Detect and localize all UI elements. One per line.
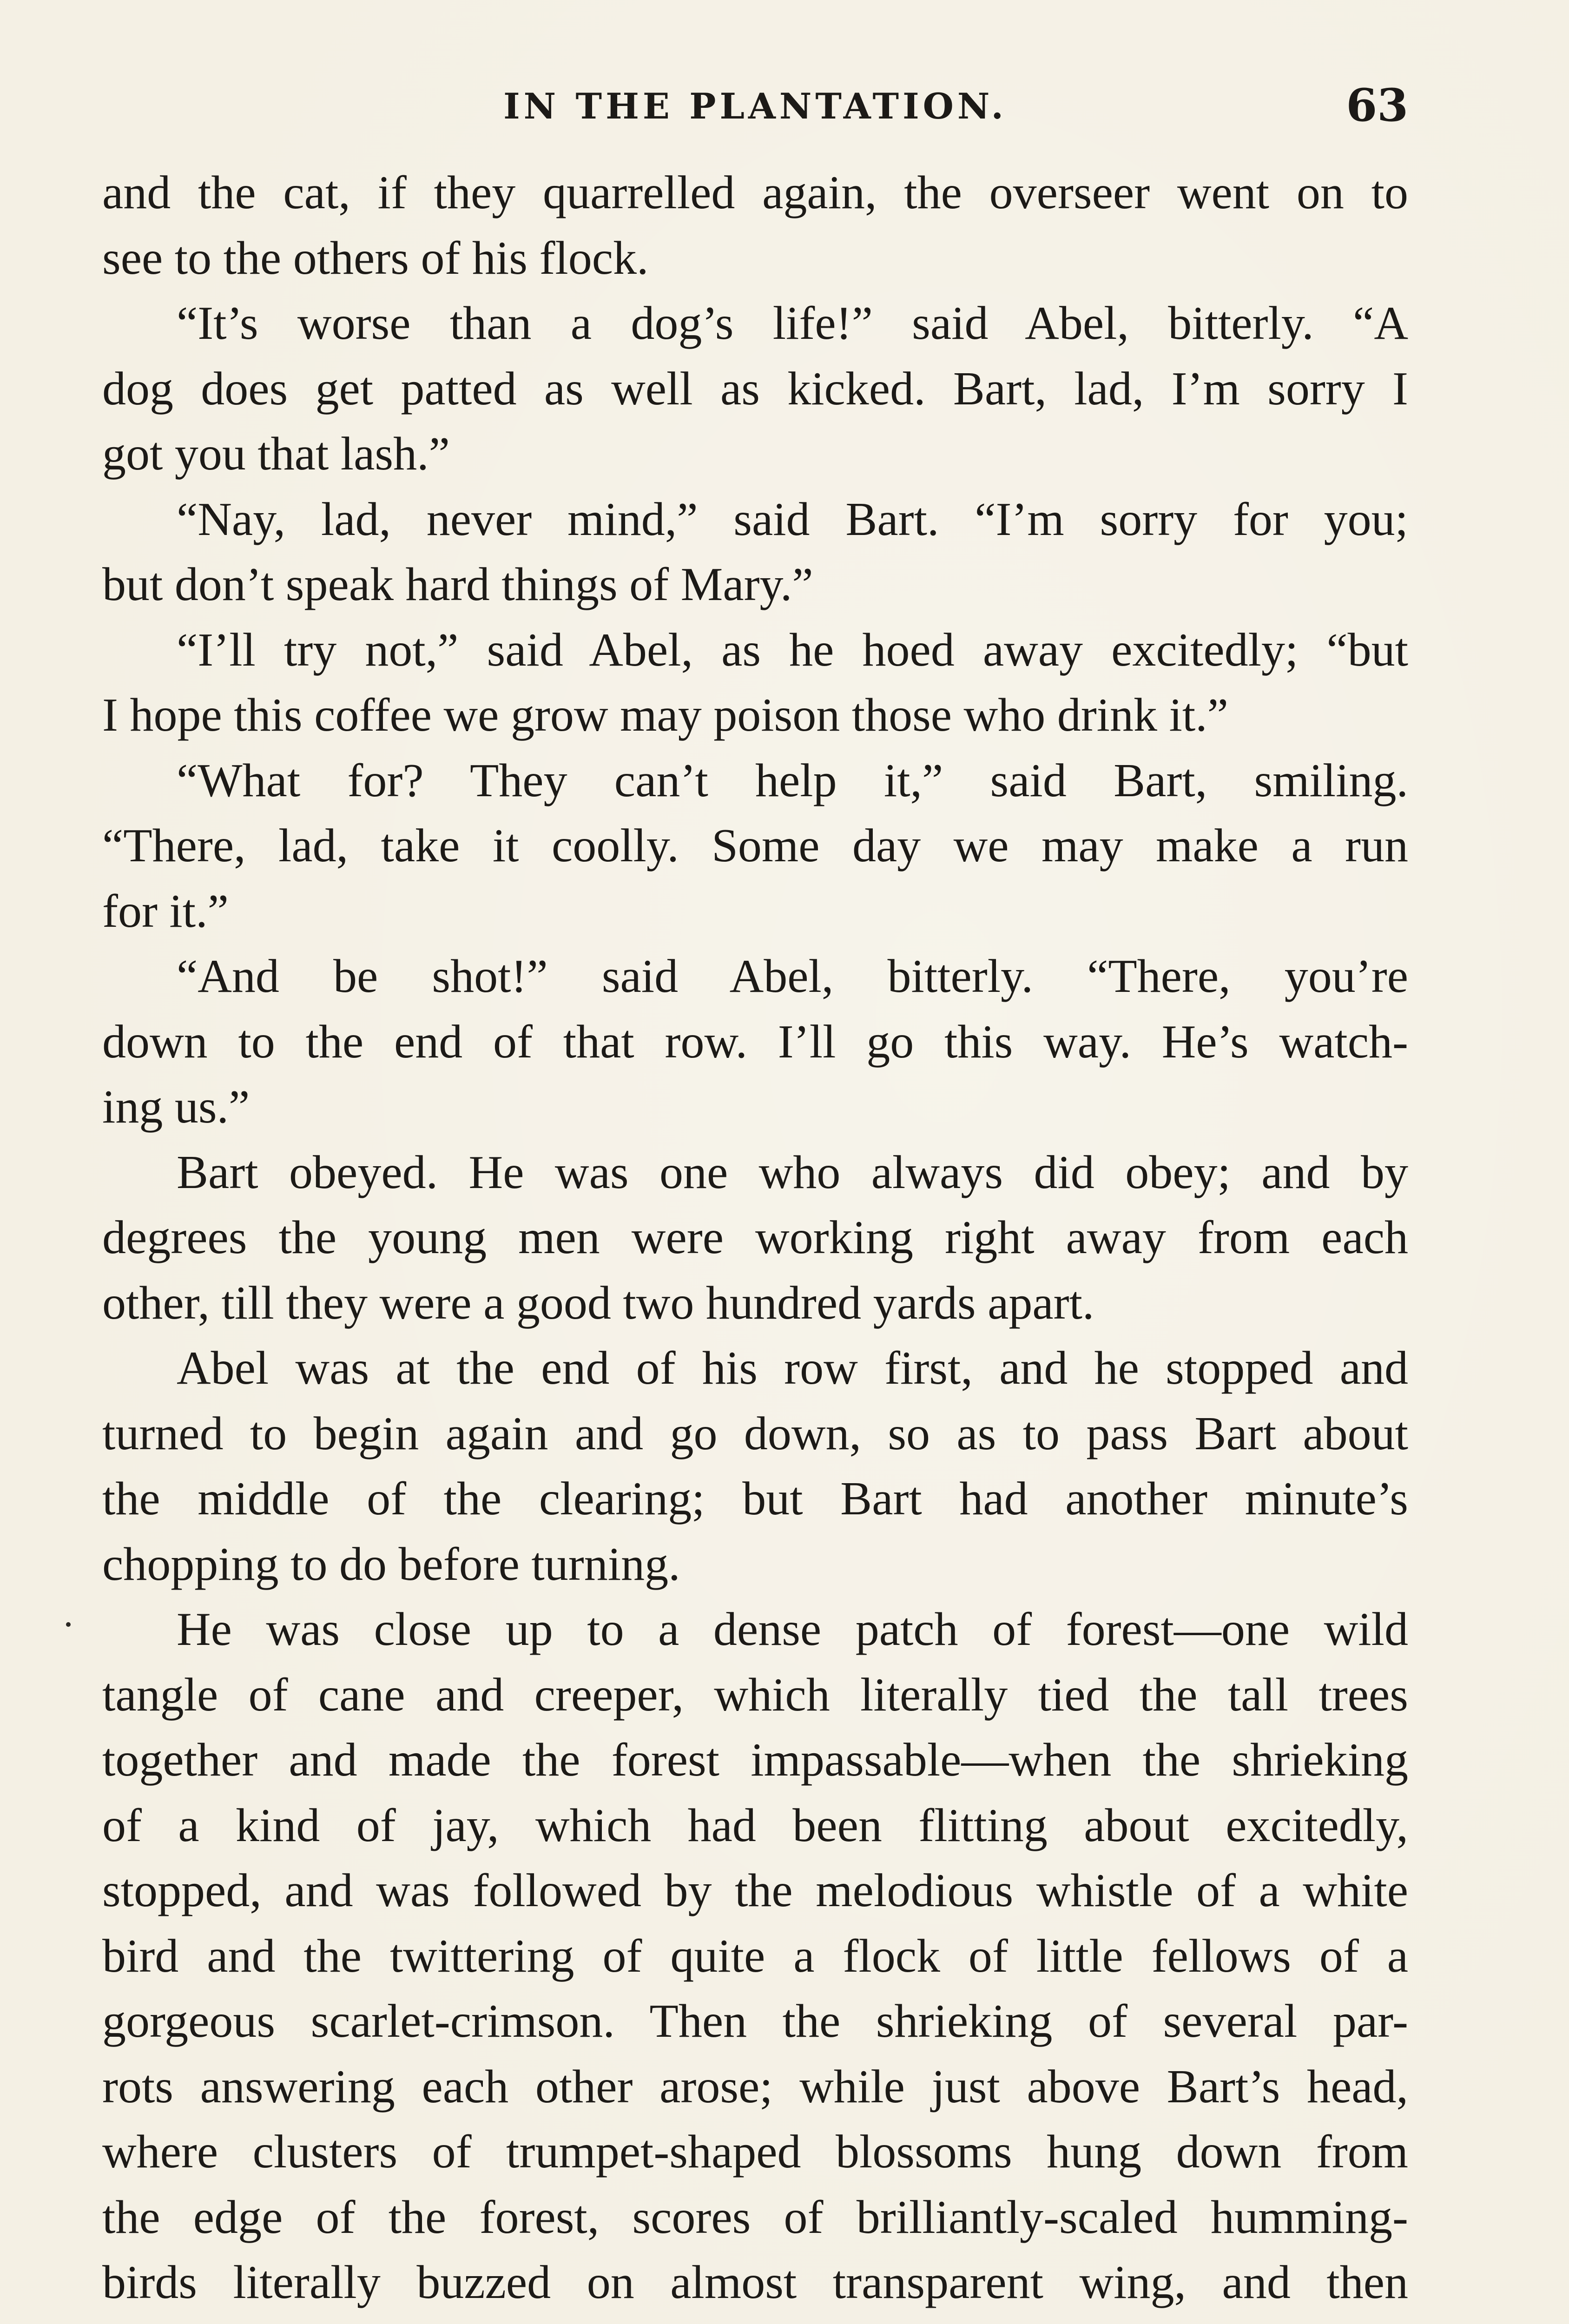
text-line: the middle of the clearing; but Bart had another minute’s <box>102 1472 1408 1525</box>
text-line: see to the others of his flock. <box>102 231 649 284</box>
text-line: for it.” <box>102 885 229 938</box>
text-line: “I’ll try not,” said Abel, as he hoed away excitedly; “but <box>177 623 1408 676</box>
text-line: but don’t speak hard things of Mary.” <box>102 558 813 611</box>
text-line: He was close up to a dense patch of forest—one wild <box>177 1603 1408 1656</box>
text-line: “And be shot!” said Abel, bitterly. “There, you’re <box>177 950 1408 1003</box>
body-text <box>102 160 1408 2316</box>
text-line: bird and the twittering of quite a flock of little fellows of a <box>102 1929 1408 1982</box>
text-line: I hope this coffee we grow may poison those who drink it.” <box>102 689 1228 741</box>
page-header <box>102 79 1408 135</box>
text-line: got you that lash.” <box>102 428 450 480</box>
text-line: together and made the forest impassable—when the shrieking <box>102 1734 1408 1786</box>
text-line: chopping to do before turning. <box>102 1538 680 1591</box>
text-line: “What for? They can’t help it,” said Bart, smiling. <box>177 754 1408 807</box>
text-line: “Nay, lad, never mind,” said Bart. “I’m sorry for you; <box>177 493 1408 546</box>
text-line: Bart obeyed. He was one who always did obey; and by <box>177 1146 1408 1199</box>
text-line: degrees the young men were working right away from each <box>102 1211 1408 1264</box>
ink-speck <box>66 1622 71 1627</box>
text-line: and the cat, if they quarrelled again, the overseer went on to <box>102 166 1408 219</box>
text-line: dog does get patted as well as kicked. Bart, lad, I’m sorry I <box>102 362 1408 415</box>
text-line: “There, lad, take it coolly. Some day we may make a run <box>102 819 1408 872</box>
text-line: tangle of cane and creeper, which literally tied the tall trees <box>102 1668 1408 1721</box>
text-line: Abel was at the end of his row first, and he stopped and <box>177 1342 1408 1394</box>
text-line: birds literally buzzed on almost transparent wing, and then <box>102 2256 1408 2309</box>
text-line: “It’s worse than a dog’s life!” said Abel, bitterly. “A <box>177 297 1408 350</box>
text-line: other, till they were a good two hundred yards apart. <box>102 1276 1094 1329</box>
text-line: gorgeous scarlet-crimson. Then the shrieking of several par- <box>102 1995 1408 2047</box>
page-number: 63 <box>1346 79 1408 132</box>
running-head: IN THE PLANTATION. <box>503 86 1007 127</box>
text-line: rots answering each other arose; while just above Bart’s head, <box>102 2060 1408 2113</box>
text-line: stopped, and was followed by the melodious whistle of a white <box>102 1864 1408 1917</box>
text-line: where clusters of trumpet-shaped blossoms hung down from <box>102 2126 1408 2178</box>
text-line: down to the end of that row. I’ll go this way. He’s watch- <box>102 1015 1408 1068</box>
text-line: the edge of the forest, scores of brilliantly-scaled humming- <box>102 2191 1408 2244</box>
text-line: turned to begin again and go down, so as to pass Bart about <box>102 1407 1408 1460</box>
text-line: ing us.” <box>102 1081 250 1133</box>
text-line: of a kind of jay, which had been flitting about excitedly, <box>102 1799 1408 1852</box>
